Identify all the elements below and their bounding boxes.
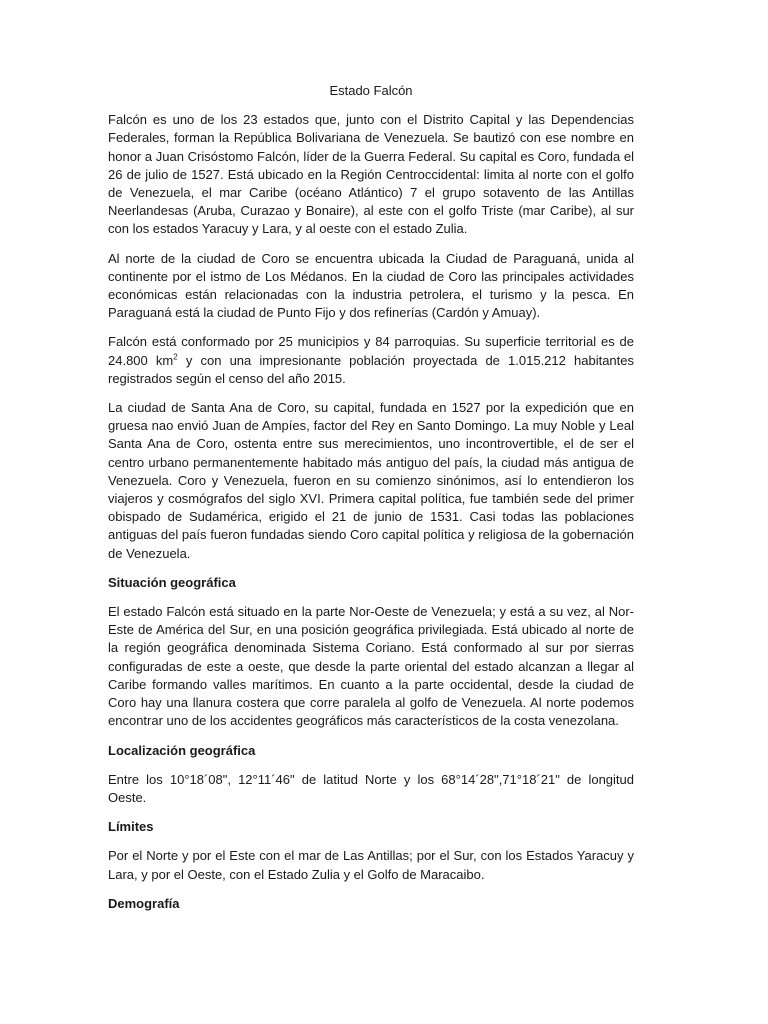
- paragraph-paraguana: Al norte de la ciudad de Coro se encuentra ubicada la Ciudad de Paraguaná, unida al continente por el istmo de Los Médanos. En la ciudad de Coro las principales actividades económicas están relacionadas con la industria petrolera, el turismo y la pesca. En Paraguaná está la ciudad de Punto Fijo y dos refinerías (Cardón y Amuay).: [108, 250, 634, 321]
- paragraph-santa-ana-de-coro: La ciudad de Santa Ana de Coro, su capital, fundada en 1527 por la expedición que en gruesa nao envió Juan de Ampíes, factor del Rey en Santo Domingo. La muy Noble y Leal Santa Ana de Coro, ostenta entre sus merecimientos, uno incontrovertible, el de ser el centro urbano permanentemente habitado más antiguo del país, la ciudad más antigua de Venezuela. Coro y Venezuela, fueron en su comienzo sinónimos, así lo entendieron los viajeros y cosmógrafos del siglo XVI. Primera capital política, fue también sede del primer obispado de Sudamérica, erigido el 21 de junio de 1531. Casi todas las poblaciones antiguas del país fueron fundadas siendo Coro capital política y religiosa de la gobernación de Venezuela.: [108, 400, 634, 561]
- paragraph-municipios-text-b: y con una impresionante población proyectada de 1.015.212 habitantes registrados según el censo del año 2015.: [108, 352, 635, 386]
- paragraph-situacion: El estado Falcón está situado en la parte Nor-Oeste de Venezuela; y está a su vez, al Nor-Este de América del Sur, en una posición geográfica privilegiada. Está ubicado al norte de la región geográfica denominada Sistema Coriano. Está conformado al sur por sierras configuradas de este a oeste, que desde la parte oriental del estado alcanzan a llegar al Caribe formando valles marítimos. En cuanto a la parte occidental, desde la ciudad de Coro hay una llanura costera que corre paralela al golfo de Venezuela. Al norte podemos encontrar uno de los accidentes geográficos más característicos de la costa venezolana.: [108, 604, 634, 729]
- heading-demografia: Demografía: [108, 895, 180, 911]
- heading-situacion-geografica: Situación geográfica: [108, 574, 236, 590]
- heading-limites: Límites: [108, 819, 154, 835]
- paragraph-coordenadas: Entre los 10°18´08", 12°11´46" de latitud Norte y los 68°14´28",71°18´21" de longitud Oeste.: [108, 771, 634, 805]
- document-page: [108, 82, 634, 924]
- document-title: Estado Falcón: [329, 83, 413, 98]
- paragraph-limites: Por el Norte y por el Este con el mar de Las Antillas; por el Sur, con los Estados Yaracuy y Lara, y por el Oeste, con el Estado Zulia y el Golfo de Maracaibo.: [108, 848, 634, 882]
- paragraph-intro: Falcón es uno de los 23 estados que, junto con el Distrito Capital y las Dependencias Federales, forman la República Bolivariana de Venezuela. Se bautizó con ese nombre en honor a Juan Crisóstomo Falcón, líder de la Guerra Federal. Su capital es Coro, fundada el 26 de julio de 1527. Está ubicado en la Región Centroccidental: limita al norte con el golfo de Venezuela, el mar Caribe (océano Atlántico) 7 el grupo sotavento de las Antillas Neerlandesas (Aruba, Curazao y Bonaire), al este con el golfo Triste (mar Caribe), al sur con los estados Yaracuy y Lara, y al oeste con el estado Zulia.: [108, 112, 634, 237]
- superscript-two: 2: [173, 352, 178, 362]
- heading-localizacion-geografica: Localización geográfica: [108, 742, 256, 758]
- paragraph-municipios: [108, 333, 634, 388]
- paragraph-municipios-text-a: Falcón está conformado por 25 municipios y 84 parroquias. Su superficie territorial es de 24.800 km: [108, 334, 634, 368]
